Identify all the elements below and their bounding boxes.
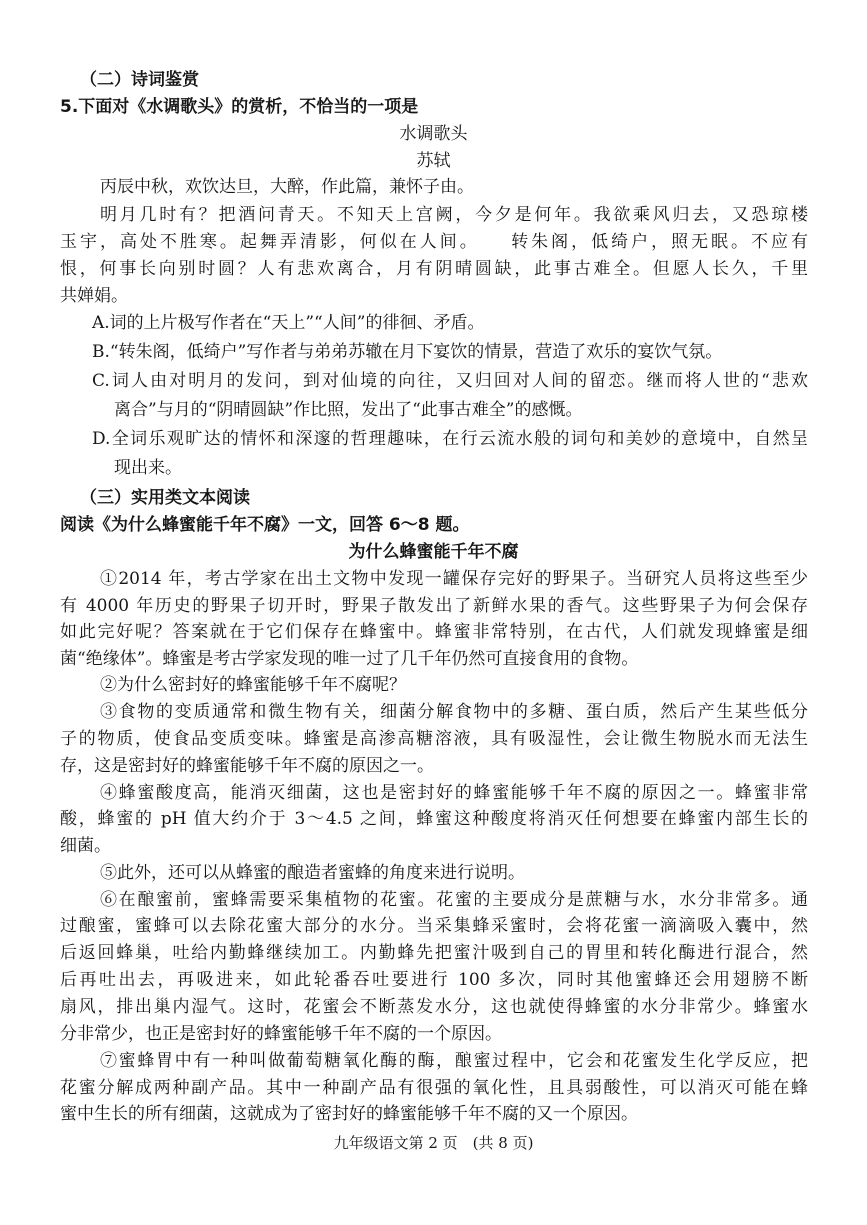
article-line: ③食物的变质通常和微生物有关，细菌分解食物中的多糖、蛋白质，然后产生某些低分 <box>100 702 808 722</box>
article-line: 后再吐出去，再吸进来，如此轮番吞吐要进行 100 多次，同时其他蜜蜂还会用翅膀不断 <box>60 970 808 990</box>
article-line: ④蜂蜜酸度高，能消灭细菌，这也是密封好的蜂蜜能够千年不腐的原因之一。蜂蜜非常 <box>100 783 808 803</box>
poem-line: 共婵娟。 <box>60 286 128 306</box>
article-line: 子的物质，使食品变质变味。蜂蜜是高渗高糖溶液，具有吸湿性，会让微生物脱水而无法生 <box>60 729 808 749</box>
poem-line: 恨，何事长向别时圆？人有悲欢离合，月有阴晴圆缺，此事古难全。但愿人长久，千里 <box>60 259 808 279</box>
article-line: 存，这是密封好的蜂蜜能够千年不腐的原因之一。 <box>60 756 434 776</box>
article-line: ②为什么密封好的蜂蜜能够千年不腐呢？ <box>100 675 406 695</box>
article-line: 过酿蜜，蜜蜂可以去除花蜜大部分的水分。当采集蜂采蜜时，会将花蜜一滴滴吸入囊中，然 <box>60 916 808 936</box>
option-a: A.词的上片极写作者在“天上”“人间”的徘徊、矛盾。 <box>92 313 485 333</box>
option-c-cont: 离合”与月的“阴晴圆缺”作比照，发出了“此事古难全”的感慨。 <box>114 400 583 420</box>
article-line: 酸，蜂蜜的 pH 值大约介于 3～4.5 之间，蜂蜜这种酸度将消灭任何想要在蜂蜜内部生长的 <box>60 809 808 829</box>
option-d-cont: 现出来。 <box>114 458 182 478</box>
article-line: 蜜中生长的所有细菌，这就成为了密封好的蜂蜜能够千年不腐的又一个原因。 <box>60 1104 638 1124</box>
article-line: ⑥在酿蜜前，蜜蜂需要采集植物的花蜜。花蜜的主要成分是蔗糖与水，水分非常多。通 <box>100 890 808 910</box>
article-line: 后返回蜂巢，吐给内勤蜂继续加工。内勤蜂先把蜜汁吸到自己的胃里和转化酶进行混合，然 <box>60 943 808 963</box>
article-title: 为什么蜂蜜能千年不腐 <box>348 542 519 562</box>
poem-title: 水调歌头 <box>399 124 468 144</box>
poem-author: 苏轼 <box>416 151 451 171</box>
article-line: 有 4000 年历史的野果子切开时，野果子散发出了新鲜水果的香气。这些野果子为何会保存 <box>60 596 808 616</box>
section-heading: （二）诗词鉴赏 <box>80 70 199 90</box>
article-line: 花蜜分解成两种副产品。其中一种副产品有很强的氧化性，且具弱酸性，可以消灭可能在蜂 <box>60 1078 808 1098</box>
poem-line: 玉宇，高处不胜寒。起舞弄清影，何似在人间。 转朱阁，低绮户，照无眠。不应有 <box>60 232 808 252</box>
section-heading: （三）实用类文本阅读 <box>80 488 250 508</box>
option-b: B.“转朱阁，低绮户”写作者与弟弟苏辙在月下宴饮的情景，营造了欢乐的宴饮气氛。 <box>92 342 723 362</box>
option-c: C.词人由对明月的发问，到对仙境的向往，又归回对人间的留恋。继而将人世的“悲欢 <box>92 371 808 391</box>
question-5-stem: 5.下面对《水调歌头》的赏析，不恰当的一项是 <box>60 97 419 117</box>
article-line: 如此完好呢？答案就在于它们保存在蜂蜜中。蜂蜜非常特别，在古代，人们就发现蜂蜜是细 <box>60 622 808 642</box>
article-line: 细菌。 <box>60 836 111 856</box>
page-footer: 九年级语文第 2 页 (共 8 页) <box>333 1134 534 1152</box>
article-line: 分非常少，也正是密封好的蜂蜜能够千年不腐的一个原因。 <box>60 1024 502 1044</box>
article-line: ⑦蜜蜂胃中有一种叫做葡萄糖氧化酶的酶，酿蜜过程中，它会和花蜜发生化学反应，把 <box>100 1051 808 1071</box>
article-line: 菌“绝缘体”。蜂蜜是考古学家发现的唯一过了几千年仍然可直接食用的食物。 <box>60 649 639 669</box>
article-line: 扇风，排出巢内湿气。这时，花蜜会不断蒸发水分，这也就使得蜂蜜的水分非常少。蜂蜜水 <box>60 997 808 1017</box>
reading-instruction: 阅读《为什么蜂蜜能千年不腐》一文，回答 6～8 题。 <box>60 515 470 535</box>
option-d: D.全词乐观旷达的情怀和深邃的哲理趣味，在行云流水般的词句和美妙的意境中，自然呈 <box>92 429 808 449</box>
poem-line: 明月几时有？把酒问青天。不知天上宫阙，今夕是何年。我欲乘风归去，又恐琼楼 <box>100 205 808 225</box>
poem-preface: 丙辰中秋，欢饮达旦，大醉，作此篇，兼怀子由。 <box>100 177 474 197</box>
article-line: ①2014 年，考古学家在出土文物中发现一罐保存完好的野果子。当研究人员将这些至少 <box>100 569 808 589</box>
article-line: ⑤此外，还可以从蜂蜜的酿造者蜜蜂的角度来进行说明。 <box>100 863 525 883</box>
